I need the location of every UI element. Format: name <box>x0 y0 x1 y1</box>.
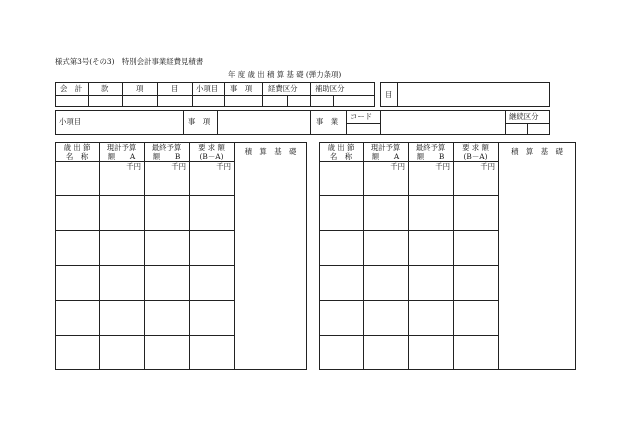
header-moku2: 目 <box>385 90 393 99</box>
header-jikou2: 事 項 <box>188 117 211 126</box>
unit-youkyu: 千円 <box>216 162 231 171</box>
col-genkei-line2: 額 A <box>371 152 400 161</box>
col-sekisan: 積 算 基 礎 <box>244 147 297 156</box>
unit-youkyu: 千円 <box>480 162 495 171</box>
unit-saishu: 千円 <box>171 162 186 171</box>
col-saishu-line2: 額 B <box>416 152 445 161</box>
header-code: コード <box>350 111 373 121</box>
header-jikou: 事 項 <box>230 84 253 93</box>
col-saishu-line1: 最終予算 <box>415 143 446 152</box>
col-genkei-line2: 額 A <box>107 152 136 161</box>
header-jigyou: 事 業 <box>316 117 339 126</box>
col-sekisan: 積 算 基 礎 <box>511 147 563 156</box>
header-keizoku-kubun: 継続区分 <box>509 111 539 121</box>
col-genkei-line1: 現計予算 <box>106 143 137 152</box>
header-row2-frame <box>55 110 550 135</box>
col-saishu-line2: 額 B <box>152 152 181 161</box>
col-youkyu-line2: (B－A) <box>199 152 224 161</box>
header-keihi-kubun: 経費区分 <box>268 84 298 93</box>
header-shoukoumoku: 小項目 <box>196 84 219 93</box>
col-setsu-line1: 歳 出 節 <box>327 143 355 152</box>
header-shoukoumoku2: 小項目 <box>59 117 82 126</box>
col-youkyu-line2: (B－A) <box>463 152 488 161</box>
unit-genkei: 千円 <box>126 162 141 171</box>
col-setsu-line2: 名 称 <box>329 152 353 161</box>
header-moku: 目 <box>171 84 179 93</box>
header-kou: 項 <box>136 84 144 93</box>
header-kaikei: 会 計 <box>60 84 83 93</box>
form-title: 年 度 歳 出 積 算 基 礎 (弾力条項) <box>228 70 342 79</box>
col-setsu-line2: 名 称 <box>65 152 89 161</box>
col-youkyu-line1: 要 求 額 <box>198 143 225 152</box>
col-setsu-line1: 歳 出 節 <box>63 143 91 152</box>
unit-genkei: 千円 <box>390 162 405 171</box>
col-saishu-line1: 最終予算 <box>151 143 182 152</box>
col-youkyu-line1: 要 求 額 <box>462 143 489 152</box>
form-number: 様式第3号(その3) 特別会計事業経費見積書 <box>55 57 204 66</box>
header-hojo-kubun: 補助区分 <box>315 84 345 93</box>
unit-saishu: 千円 <box>435 162 450 171</box>
col-genkei-line1: 現計予算 <box>370 143 401 152</box>
header-moku-box <box>380 82 550 107</box>
header-kan: 款 <box>101 84 109 93</box>
